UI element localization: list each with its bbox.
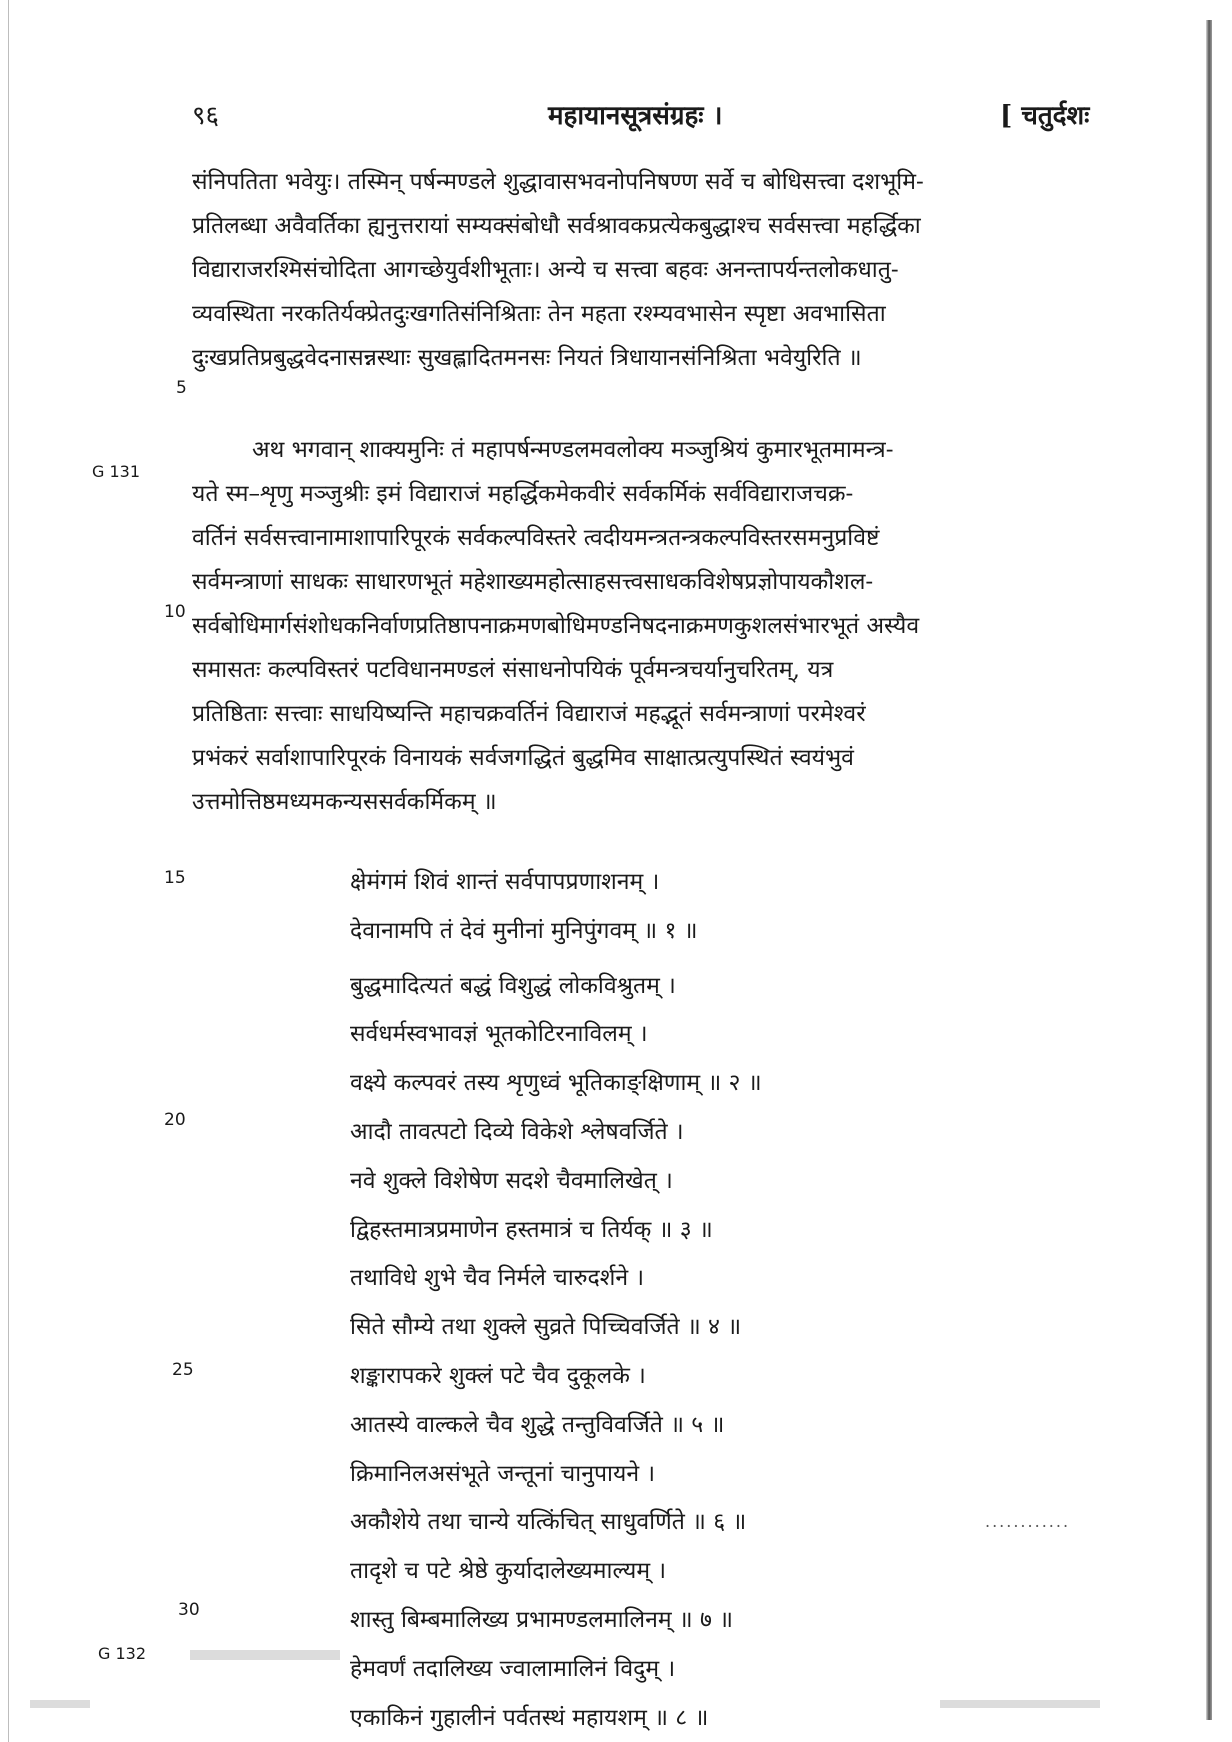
- line-number-5: 5: [176, 378, 187, 398]
- prose-paragraph-1: [192, 160, 1112, 380]
- prose-line: सर्वबोधिमार्गसंशोधकनिर्वाणप्रतिष्ठापनाक्रमणबोधिमण्डनिषदनाक्रमणकुशलसंभारभूतं अस्यैव: [192, 613, 920, 639]
- verse-line: अकौशेये तथा चान्ये यत्किंचित् साधुवर्णिते ॥ ६ ॥: [350, 1509, 747, 1536]
- prose-line: संनिपतिता भवेयुः। तस्मिन् पर्षन्मण्डले शुद्धावासभवनोपनिषण्ण सर्वे च बोधिसत्त्वा दशभूमि-: [192, 169, 924, 195]
- margin-ref-g131: G 131: [92, 462, 141, 481]
- verse-line: बुद्धमादित्यतं बद्धं विशुद्धं लोकविश्रुतम् ।: [350, 972, 676, 999]
- verse-line: शास्तु बिम्बमालिख्य प्रभामण्डलमालिनम् ॥ ७ ॥: [350, 1606, 734, 1633]
- scan-noise: [190, 1650, 340, 1660]
- verse-line: आतस्ये वाल्कले चैव शुद्धे तन्तुविवर्जिते ॥ ५ ॥: [350, 1411, 725, 1438]
- verse-line: शङ्कारापकरे शुक्लं पटे चैव दुकूलके ।: [350, 1362, 646, 1389]
- verse-line: क्षेमंगमं शिवं शान्तं सर्वपापप्रणाशनम् ।: [350, 869, 660, 895]
- page-binding-shadow: [1206, 20, 1212, 1720]
- verse-line: तथाविधे शुभे चैव निर्मले चारुदर्शने ।: [350, 1265, 645, 1292]
- verse-line: नवे शुक्ले विशेषेण सदशे चैवमालिखेत् ।: [350, 1167, 673, 1194]
- prose-line: विद्याराजरश्मिसंचोदिता आगच्छेयुर्वशीभूताः। अन्ये च सत्त्वा बहवः अनन्तापर्यन्तलोकधातु-: [192, 257, 899, 283]
- verse-line: आदौ तावत्पटो दिव्ये विकेशे श्लेषवर्जिते ।: [350, 1118, 684, 1145]
- verse-line: तादृशे च पटे श्रेष्ठे कुर्यादालेख्यमाल्यम् ।: [350, 1558, 667, 1585]
- verse-line: एकाकिनं गुहालीनं पर्वतस्थं महायशम् ॥ ८ ॥: [350, 1704, 709, 1731]
- prose-line: समासतः कल्पविस्तरं पटविधानमण्डलं संसाधनोपयिकं पूर्वमन्त्रचर्यानुचरितम्, यत्र: [192, 657, 834, 683]
- prose-line: प्रतिष्ठिताः सत्त्वाः साधयिष्यन्ति महाचक्रवर्तिनं विद्याराजं महद्भूतं सर्वमन्त्राणां परमेश्वरं: [192, 701, 866, 727]
- prose-line: व्यवस्थिता नरकतिर्यक्प्रेतदुःखगतिसंनिश्रिताः तेन महता रश्म्यवभासेन स्पृष्टा अवभासिता: [192, 301, 886, 327]
- section-title: [ चतुर्दशः: [1000, 101, 1090, 131]
- verse-line: सिते सौम्ये तथा शुक्ले सुव्रते पिच्चिवर्जिते ॥ ४ ॥: [350, 1314, 742, 1341]
- verse-line: द्विहस्तमात्रप्रमाणेन हस्तमात्रं च तिर्यक् ॥ ३ ॥: [350, 1216, 713, 1243]
- running-header: [0, 96, 1232, 136]
- prose-line: दुःखप्रतिप्रबुद्धवेदनासन्नस्थाः सुखह्लादितमनसः नियतं त्रिधायानसंनिश्रिता भवेयुरिति ॥: [192, 345, 862, 371]
- margin-ref-g132: G 132: [98, 1644, 147, 1663]
- prose-line: प्रतिलब्धा अवैवर्तिका ह्यनुत्तरायां सम्यक्संबोधौ सर्वश्रावकप्रत्येकबुद्धाश्च सर्वसत्त्वा महर्द्धिका: [192, 213, 921, 239]
- line-number-25: 25: [172, 1360, 194, 1380]
- verse-line: सर्वधर्मस्वभावज्ञं भूतकोटिरनाविलम् ।: [350, 1021, 648, 1048]
- book-title: महायानसूत्रसंग्रहः ।: [548, 101, 723, 131]
- prose-line: उत्तमोत्तिष्ठमध्यमकन्यससर्वकर्मिकम् ॥: [192, 789, 497, 815]
- verse-line: देवानामपि तं देवं मुनीनां मुनिपुंगवम् ॥ १ ॥: [350, 917, 698, 944]
- prose-line: अथ भगवान् शाक्यमुनिः तं महापर्षन्मण्डलमवलोक्य मञ्जुश्रियं कुमारभूतमामन्त्र-: [252, 437, 894, 463]
- prose-line: प्रभंकरं सर्वाशापारिपूरकं विनायकं सर्वजगद्धितं बुद्धमिव साक्षात्प्रत्युपस्थितं स्वयंभुवं: [192, 745, 854, 771]
- page-left-edge: [8, 0, 9, 1742]
- prose-line: सर्वमन्त्राणां साधकः साधारणभूतं महेशाख्यमहोत्साहसत्त्वसाधकविशेषप्रज्ञोपायकौशल-: [192, 569, 874, 595]
- prose-paragraph-2: [192, 428, 1112, 824]
- scan-noise: [940, 1700, 1100, 1708]
- prose-line: वर्तिनं सर्वसत्त्वानामाशापारिपूरकं सर्वकल्पविस्तरे त्वदीयमन्त्रतन्त्रकल्पविस्तरसमनुप्रविष्टं: [192, 525, 880, 551]
- scan-noise: [30, 1700, 90, 1708]
- line-number-30: 30: [178, 1600, 200, 1620]
- verse-line: हेमवर्णं तदालिख्य ज्वालामालिनं विदुम् ।: [350, 1655, 676, 1682]
- scan-speckle-dots: ............: [985, 1512, 1071, 1531]
- prose-line: यते स्म–शृणु मञ्जुश्रीः इमं विद्याराजं महर्द्धिकमेकवीरं सर्वकर्मिकं सर्वविद्याराजचक्र-: [192, 481, 854, 507]
- verse-block: [350, 858, 1050, 1742]
- verse-line: क्रिमानिलअसंभूते जन्तूनां चानुपायने ।: [350, 1460, 656, 1487]
- page-number: ९६: [192, 101, 220, 131]
- line-number-15: 15: [164, 868, 186, 888]
- line-number-20: 20: [164, 1110, 186, 1130]
- verse-line: वक्ष्ये कल्पवरं तस्य शृणुध्वं भूतिकाङ्क्षिणाम् ॥ २ ॥: [350, 1070, 762, 1097]
- line-number-10: 10: [164, 602, 186, 622]
